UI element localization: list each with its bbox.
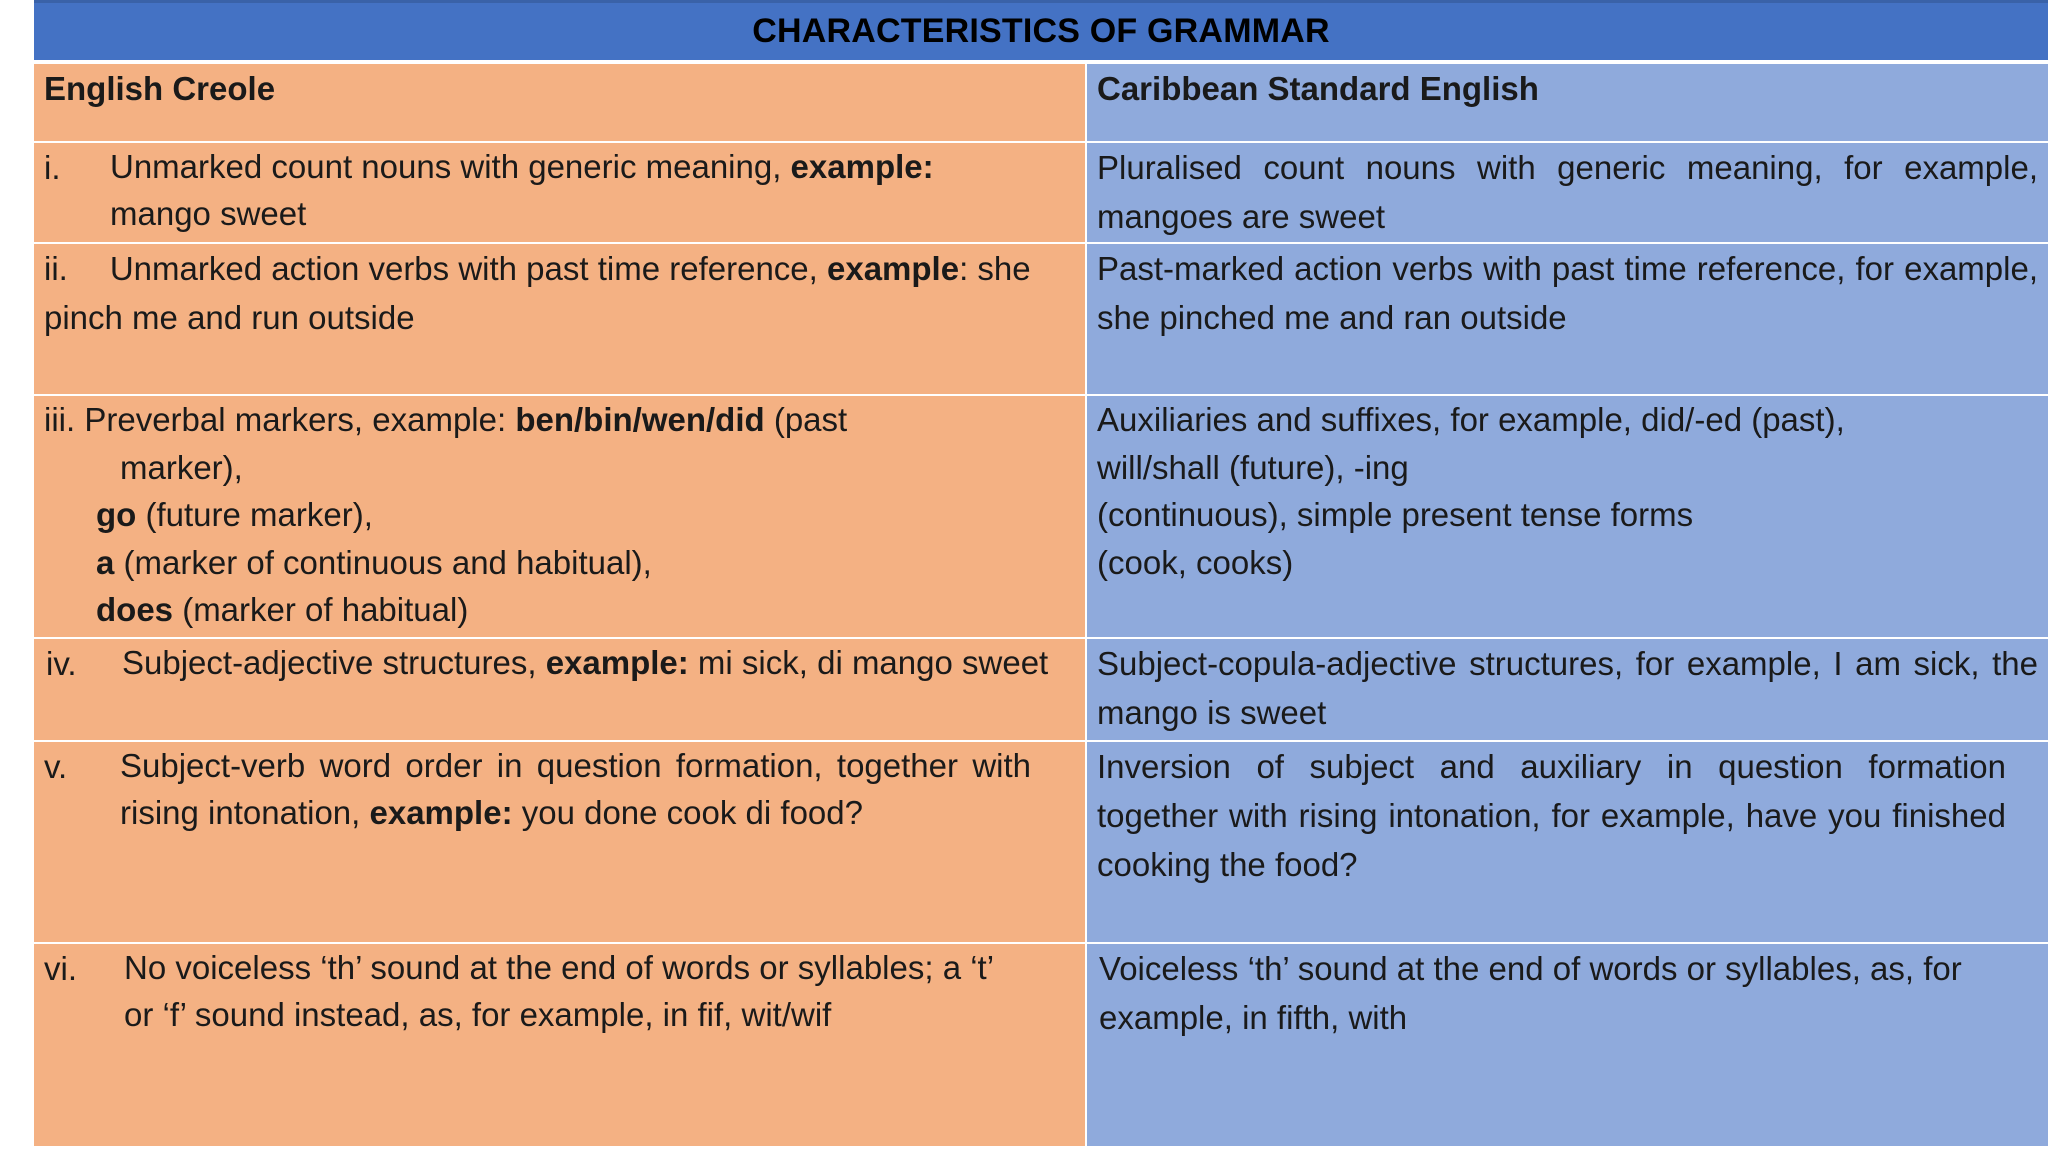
slide — [34, 0, 2048, 1152]
creole-example: : she pinch me and run outside — [44, 250, 1031, 336]
creole-text-part: Subject-verb word order in question formation, together with rising intonation, — [120, 747, 1031, 831]
marker-continuous: a — [96, 543, 115, 581]
cse-cell: Inversion of subject and auxiliary in question formation together with rising intonation, for example, have you finished cooking the food? — [1086, 741, 2048, 943]
table-header-row — [34, 64, 2048, 142]
creole-text-part: Unmarked action verbs with past time reference, — [109, 250, 827, 287]
list-item — [44, 742, 1075, 836]
row-numeral: iv. — [46, 645, 77, 682]
title-bar — [34, 0, 2048, 60]
cse-cell: Voiceless ‘th’ sound at the end of words or syllables, as, for example, in fifth, with — [1086, 943, 2048, 1147]
cse-line: will/shall (future), -ing — [1097, 448, 1409, 486]
example-label: example: — [790, 148, 934, 185]
creole-text-part: (marker of continuous and habitual), — [114, 543, 652, 581]
creole-line: marker), — [120, 448, 243, 486]
grammar-table — [34, 64, 2048, 1148]
cse-cell: Past-marked action verbs with past time reference, for example, she pinched me and ran outside — [1086, 243, 2048, 395]
table-row — [34, 395, 2048, 638]
creole-text — [122, 639, 1075, 688]
column-header-english-creole: English Creole — [34, 64, 1086, 142]
row-numeral: i. — [44, 149, 61, 186]
creole-cell — [34, 741, 1086, 943]
cse-line: (continuous), simple present tense forms — [1097, 496, 1694, 533]
creole-line — [44, 586, 1075, 634]
list-item — [44, 944, 1075, 1038]
row-numeral: ii. — [44, 250, 68, 287]
cse-cell — [1086, 395, 2048, 638]
column-header-caribbean-standard-english: Caribbean Standard English — [1086, 64, 2048, 142]
table-row — [34, 142, 2048, 243]
creole-text — [110, 143, 1075, 237]
example-label: example: — [369, 794, 513, 831]
example-label: example: — [545, 644, 689, 681]
row-numeral: iii. — [44, 401, 76, 438]
creole-cell — [34, 943, 1086, 1147]
creole-text-part: Preverbal markers, example: — [84, 401, 516, 438]
creole-text-part: (future marker), — [136, 496, 373, 533]
slide-title: CHARACTERISTICS OF GRAMMAR — [752, 12, 1330, 50]
creole-example: mango sweet — [110, 195, 307, 232]
creole-cell — [34, 243, 1086, 395]
creole-example: you done cook di food? — [512, 794, 863, 831]
row-numeral: vi. — [44, 950, 77, 987]
creole-text-part: Subject-adjective structures, — [122, 644, 546, 681]
table-row — [34, 638, 2048, 741]
creole-text-part: (past — [764, 401, 848, 438]
creole-cell — [34, 638, 1086, 741]
creole-example: mi sick, di mango sweet — [688, 644, 1049, 681]
creole-line — [44, 491, 1075, 539]
list-item — [44, 639, 1075, 688]
marker-habitual: does — [96, 591, 174, 628]
example-label: example — [826, 250, 960, 287]
table-row — [34, 943, 2048, 1147]
creole-cell — [34, 395, 1086, 638]
cse-line: (cook, cooks) — [1097, 543, 1294, 581]
cse-line: Auxiliaries and suffixes, for example, did/-ed (past), — [1097, 401, 1845, 438]
list-item — [44, 143, 1075, 237]
creole-line — [44, 396, 1075, 444]
row-numeral: v. — [44, 748, 68, 785]
marker-future: go — [96, 496, 137, 533]
creole-text: No voiceless ‘th’ sound at the end of words or syllables; a ‘t’ or ‘f’ sound instead, as, for example, in fif, wit/wif — [124, 949, 993, 1033]
creole-line — [44, 539, 1075, 587]
creole-text-part: (marker of habitual) — [173, 591, 469, 628]
cse-cell: Subject-copula-adjective structures, for example, I am sick, the mango is sweet — [1086, 638, 2048, 741]
table-row — [34, 741, 2048, 943]
creole-text — [120, 742, 1075, 836]
table-row — [34, 243, 2048, 395]
creole-cell — [34, 142, 1086, 243]
marker-past: ben/bin/wen/did — [515, 401, 765, 438]
creole-text-part: Unmarked count nouns with generic meaning, — [110, 148, 791, 185]
cse-cell: Pluralised count nouns with generic meaning, for example, mangoes are sweet — [1086, 142, 2048, 243]
